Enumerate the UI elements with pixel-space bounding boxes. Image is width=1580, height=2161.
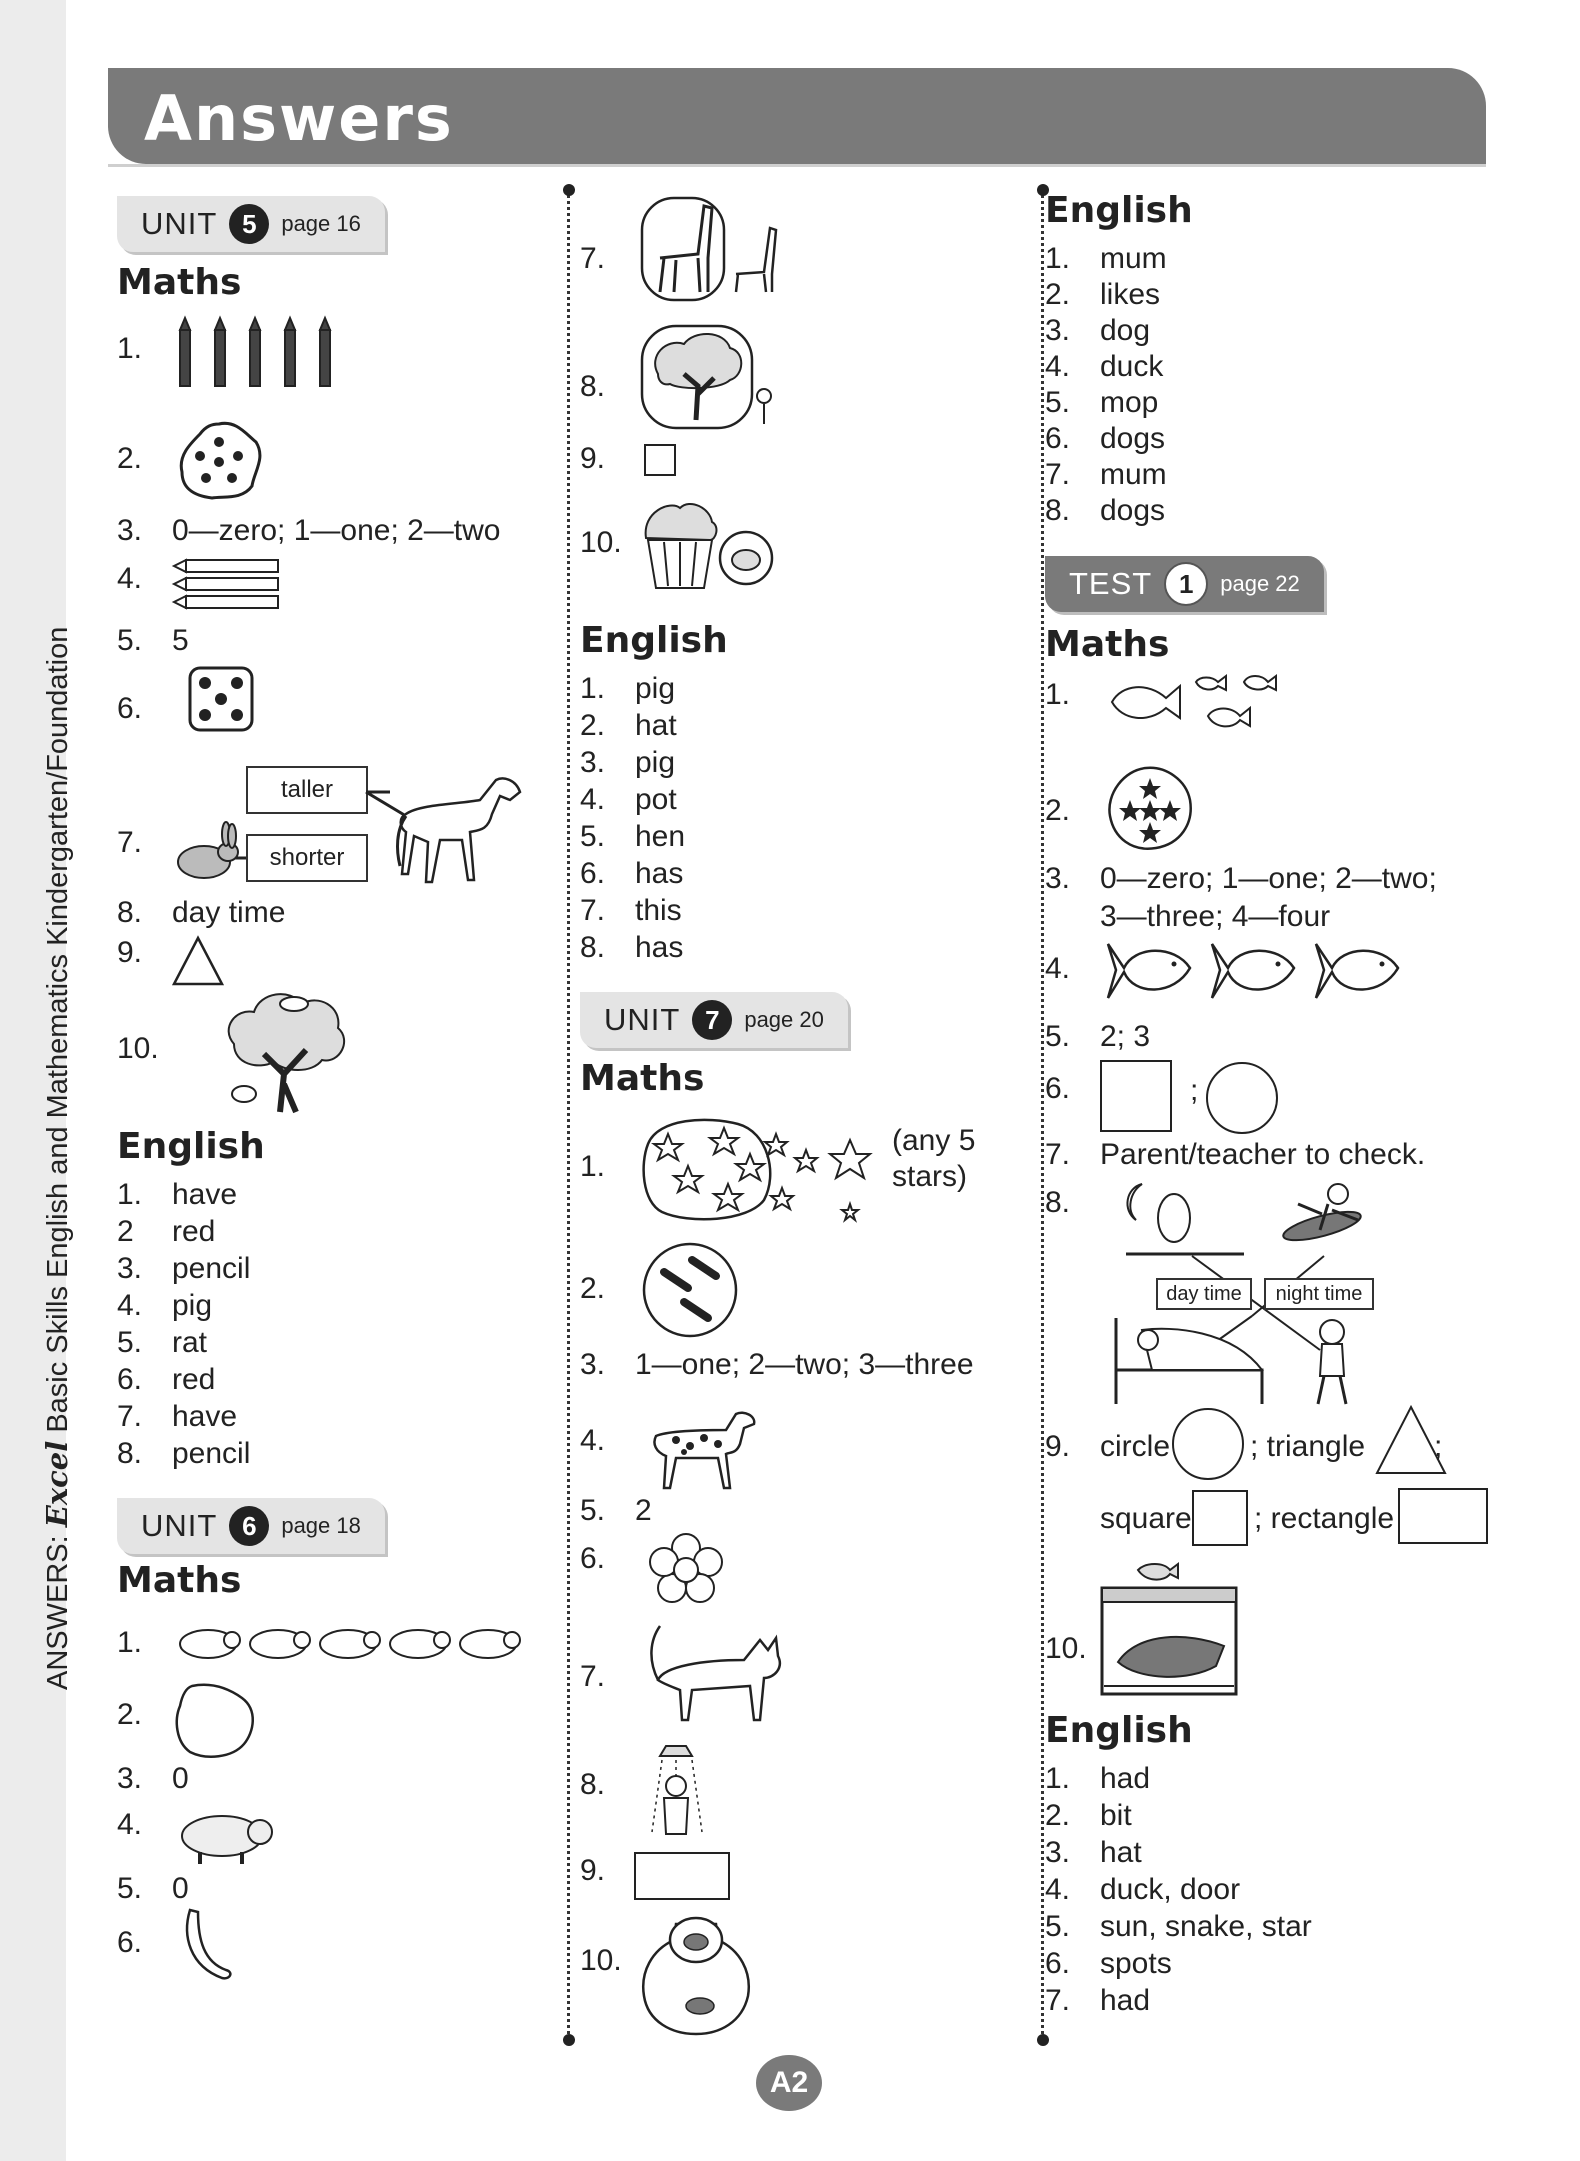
spotted-dog-icon [640,1392,760,1494]
item-number: 4. [117,562,143,595]
item-number: 6. [117,692,143,725]
five-pigs-icon [176,1624,532,1664]
taller-label-box: taller [246,766,368,814]
answer-text: hat [635,709,677,742]
answer-text: hen [635,820,686,853]
english-item [580,857,683,891]
item-number: 1. [117,1626,143,1659]
four-fish-icon [1108,668,1278,736]
english-item [1045,458,1167,492]
item-number: 7. [580,894,606,927]
stars-note-line-2: stars) [892,1160,967,1193]
answer-text: rat [172,1326,208,1359]
answer-text: 0 [172,1872,189,1905]
separator: ; [1434,1430,1443,1463]
item-number: 6. [580,1542,606,1575]
item-number: 2. [1045,278,1071,311]
item-number: 7. [117,826,143,859]
test-page: page 22 [1220,571,1300,596]
pig-icon [176,1806,280,1866]
answer-text: had [1100,1762,1151,1795]
test-label: TEST [1069,566,1153,601]
side-label-prefix: ANSWERS: [42,1527,74,1690]
english-item [1045,1910,1312,1944]
item-number: 4. [1045,350,1071,383]
answer-text: 2 [635,1494,652,1527]
item-number: 2. [580,709,606,742]
flower-shape-with-dots-icon [176,420,262,500]
answer-text: mum [1100,458,1167,491]
cupcake-bee-icon [640,486,774,592]
unit-page: page 20 [744,1007,824,1032]
answer-text: this [635,894,682,927]
english-item [117,1252,250,1286]
item-number: 7. [117,1400,143,1433]
item-number: 10. [580,1944,622,1977]
english-item [1045,1799,1132,1833]
item-number: 3. [1045,1836,1071,1869]
fishbowl-icon [636,1910,756,2038]
maths-heading: Maths [117,1560,242,1601]
answer-text: 5 [172,624,189,657]
english-heading: English [1045,190,1193,231]
square-icon [1100,1060,1174,1134]
test-number: 1 [1164,562,1208,606]
circled-sticks-icon [640,1240,742,1342]
answer-text: dogs [1100,422,1166,455]
unit-7-tab [580,992,848,1048]
item-number: 6. [117,1363,143,1396]
item-number: 3. [1045,314,1071,347]
maths-heading: Maths [580,1058,705,1099]
maths-item-8 [117,896,285,930]
item-number: 1. [580,672,606,705]
item-number: 5. [580,820,606,853]
item-number: 2 [117,1215,134,1248]
item-number: 9. [580,1854,606,1887]
three-pencils-icon [172,556,282,612]
item-number: 5. [580,1494,606,1527]
rabbit-horse-drawing [170,770,530,890]
test-1-tab [1045,556,1324,612]
side-label [0,0,74,2161]
item-number: 2. [1045,1799,1071,1832]
item-number: 3. [1045,862,1071,895]
day-time-label-box: day time [1156,1278,1252,1310]
item-number: 8. [117,1437,143,1470]
item-number: 7. [580,1660,606,1693]
answer-text: pot [635,783,677,816]
shorter-label-box: shorter [246,834,368,882]
pencils-icon [178,318,338,390]
item-number: 1. [1045,1762,1071,1795]
answer-text: red [172,1215,216,1248]
maths-item-5 [1045,1020,1150,1054]
english-item [580,820,685,854]
circle-icon [1204,1060,1280,1136]
item-number: 4. [1045,1873,1071,1906]
item-number: 4. [1045,952,1071,985]
item-number: 8. [580,370,606,403]
rectangle-label: ; rectangle [1254,1502,1395,1535]
stars-circled-icon [638,1114,878,1226]
unit-5-tab [117,196,385,252]
brand-logo-text: Excel [40,1440,74,1528]
answer-text: 0 [172,1762,189,1795]
divider-dot [563,2034,575,2046]
banana-icon [176,1906,236,1984]
cat-icon [644,1620,788,1724]
item-number: 9. [1045,1430,1071,1463]
english-item [117,1363,215,1397]
item-number: 6. [1045,1072,1071,1105]
item-number: 8. [1045,1186,1071,1219]
english-heading: English [117,1126,265,1167]
unit-number: 7 [692,1000,732,1040]
item-number: 4. [580,783,606,816]
item-number: 3. [117,514,143,547]
answer-text: 0—zero; 1—one; 2—two; [1100,862,1437,895]
item-number: 7. [1045,1984,1071,2017]
item-number: 4. [580,1424,606,1457]
item-number: 5. [1045,1020,1071,1053]
maths-item-5 [580,1494,652,1528]
maths-item-7 [1045,1138,1425,1172]
column-divider-2 [1041,188,1044,2040]
maths-item-5 [117,624,189,658]
item-number: 2. [580,1272,606,1305]
item-number: 5. [117,1326,143,1359]
answer-text: hat [1100,1836,1142,1869]
answer-text: bit [1100,1799,1132,1832]
english-item [117,1215,215,1249]
item-number: 5. [1045,386,1071,419]
english-item [580,709,677,743]
english-heading: English [580,620,728,661]
maths-item-5 [117,1872,189,1906]
item-number: 10. [117,1032,159,1065]
item-number: 10. [1045,1632,1087,1665]
answer-text: 2; 3 [1100,1020,1151,1053]
triangle-label: ; triangle [1250,1430,1366,1463]
item-number: 3. [580,1348,606,1381]
answer-text: have [172,1400,238,1433]
answer-text: pencil [172,1437,251,1470]
english-item [580,931,683,965]
unit-label: UNIT [604,1002,681,1037]
unit-6-tab [117,1498,385,1554]
english-item [1045,350,1163,384]
item-number: 1. [1045,242,1071,275]
item-number: 1. [580,1150,606,1183]
english-item [1045,1836,1142,1870]
answer-text: red [172,1363,216,1396]
tree-with-birds-icon [214,984,354,1116]
maths-item-3 [117,514,501,548]
flower-icon [646,1532,726,1608]
item-number: 4. [117,1289,143,1322]
english-item [1045,494,1165,528]
answer-text: duck [1100,350,1164,383]
fish-tank-icon [1098,1562,1240,1698]
child-shower-icon [646,1742,708,1838]
rectangle-icon [634,1852,732,1902]
item-number: 6. [1045,422,1071,455]
item-number: 7. [1045,458,1071,491]
circle-icon [1170,1406,1246,1482]
divider-dot [1037,2034,1049,2046]
unit-label: UNIT [141,206,218,241]
item-number: 5. [117,1872,143,1905]
maths-heading: Maths [117,262,242,303]
item-number: 9. [117,936,143,969]
triangle-icon [170,934,226,988]
night-time-label-box: night time [1264,1278,1374,1310]
square-icon [1192,1490,1250,1548]
answer-text: pig [635,746,676,779]
blob-shape-icon [172,1680,262,1762]
unit-page: page 16 [281,211,361,236]
divider-dot [563,184,575,196]
answer-text: mop [1100,386,1159,419]
giraffes-icon [640,194,780,304]
circle-label: circle [1100,1430,1171,1463]
item-number: 5. [117,624,143,657]
answer-text: Parent/teacher to check. [1100,1138,1426,1171]
item-number: 2. [1045,794,1071,827]
unit-label: UNIT [141,1508,218,1543]
item-number: 5. [1045,1910,1071,1943]
small-square-icon [644,444,676,476]
item-number: 8. [580,931,606,964]
item-number: 2. [117,442,143,475]
item-number: 8. [117,896,143,929]
english-item [117,1326,207,1360]
answer-text: sun, snake, star [1100,1910,1312,1943]
stars-note-line-1: (any 5 [892,1124,976,1157]
unit-number: 6 [229,1506,269,1546]
square-label: square [1100,1502,1192,1535]
english-item [580,783,677,817]
maths-item-3 [580,1348,974,1382]
dice-five-icon [188,666,254,732]
maths-heading: Maths [1045,624,1170,665]
english-item [1045,422,1165,456]
answer-text: dogs [1100,494,1166,527]
answer-text: duck, door [1100,1873,1241,1906]
english-item [117,1437,250,1471]
answer-text: have [172,1178,238,1211]
page-number: A2 [756,2055,822,2111]
english-item [117,1400,237,1434]
answer-text: pencil [172,1252,251,1285]
english-heading: English [1045,1710,1193,1751]
english-item [117,1178,237,1212]
item-number: 1. [117,1178,143,1211]
english-item [1045,278,1160,312]
column-divider-1 [567,188,570,2040]
answer-text: day time [172,896,286,929]
item-number: 1. [117,332,143,365]
english-item [580,894,682,928]
maths-item-3 [117,1762,189,1796]
blob-with-stars-icon [1106,764,1196,854]
item-number: 8. [580,1768,606,1801]
answer-text: 1—one; 2—two; 3—three [635,1348,974,1381]
separator: ; [1190,1074,1199,1107]
english-item [580,746,675,780]
english-item [117,1289,212,1323]
item-number: 2. [117,1698,143,1731]
item-number: 3. [117,1252,143,1285]
three-fish-icon [1104,938,1404,1006]
item-number: 8. [1045,494,1071,527]
english-item [1045,1947,1172,1981]
answer-text: has [635,857,684,890]
answer-text: pig [635,672,676,705]
header-shadow [108,164,1486,167]
item-number: 6. [1045,1947,1071,1980]
answer-text: had [1100,1984,1151,2017]
english-item [1045,242,1167,276]
item-number: 10. [580,526,622,559]
maths-item-3 [1045,862,1437,896]
item-number: 7. [580,242,606,275]
unit-page: page 18 [281,1513,361,1538]
answer-text: dog [1100,314,1151,347]
answer-text-line-2: 3—three; 4—four [1100,900,1331,933]
item-number: 7. [1045,1138,1071,1171]
page-header [108,68,1486,164]
answer-text: mum [1100,242,1167,275]
english-item [580,672,675,706]
side-label-rest: Basic Skills English and Mathematics Kindergarten/Foundation [42,626,74,1441]
answer-text: likes [1100,278,1161,311]
english-item [1045,1873,1240,1907]
unit-number: 5 [229,204,269,244]
item-number: 4. [117,1808,143,1841]
item-number: 3. [117,1762,143,1795]
item-number: 6. [580,857,606,890]
item-number: 3. [580,746,606,779]
page-title: Answers [144,82,454,155]
item-number: 6. [117,1926,143,1959]
item-number: 9. [580,442,606,475]
item-number: 1. [1045,678,1071,711]
english-item [1045,1984,1150,2018]
rectangle-icon [1398,1488,1490,1546]
english-item [1045,386,1158,420]
answer-text: has [635,931,684,964]
tree-circled-icon [640,324,780,432]
answer-text: pig [172,1289,213,1322]
english-item [1045,1762,1150,1796]
english-item [1045,314,1150,348]
answer-text: 0—zero; 1—one; 2—two [172,514,501,547]
answer-text: spots [1100,1947,1172,1980]
